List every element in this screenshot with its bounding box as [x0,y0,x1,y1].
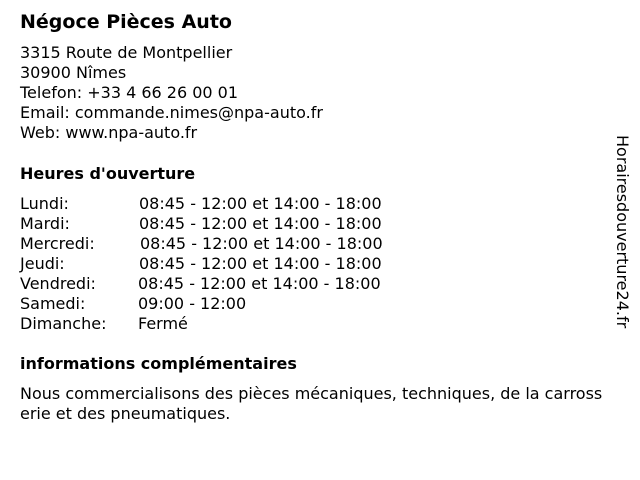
info-text: Nous commercialisons des pièces mécaniques, techniques, de la carrosserie et des pneumatiques. [20,384,603,423]
time-value: 08:45 - 12:00 et 14:00 - 18:00 [139,214,382,233]
time-value: 09:00 - 12:00 [138,294,247,313]
side-brand-watermark: Horairesdouverture24.fr [613,135,632,329]
address-line-city: 30900 Nîmes [20,63,127,82]
day-label: Dimanche: [20,314,107,333]
business-name: Négoce Pièces Auto [20,11,232,33]
address-line-street: 3315 Route de Montpellier [20,43,233,62]
time-value: 08:45 - 12:00 et 14:00 - 18:00 [138,274,381,293]
info-heading: informations complémentaires [20,354,297,373]
time-value: Fermé [138,314,188,333]
email-line: Email: commande.nimes@npa-auto.fr [20,103,323,122]
day-label: Vendredi: [20,274,96,293]
contact-block [20,43,323,143]
day-label: Lundi: [20,194,69,213]
day-label: Samedi: [20,294,86,313]
day-label: Mercredi: [20,234,95,253]
web-line: Web: www.npa-auto.fr [20,123,198,142]
day-label: Jeudi: [20,254,65,273]
time-value: 08:45 - 12:00 et 14:00 - 18:00 [140,234,383,253]
time-value: 08:45 - 12:00 et 14:00 - 18:00 [139,194,382,213]
day-label: Mardi: [20,214,70,233]
hours-heading: Heures d'ouverture [20,164,196,183]
phone-line: Telefon: +33 4 66 26 00 01 [20,83,239,102]
time-value: 08:45 - 12:00 et 14:00 - 18:00 [139,254,382,273]
